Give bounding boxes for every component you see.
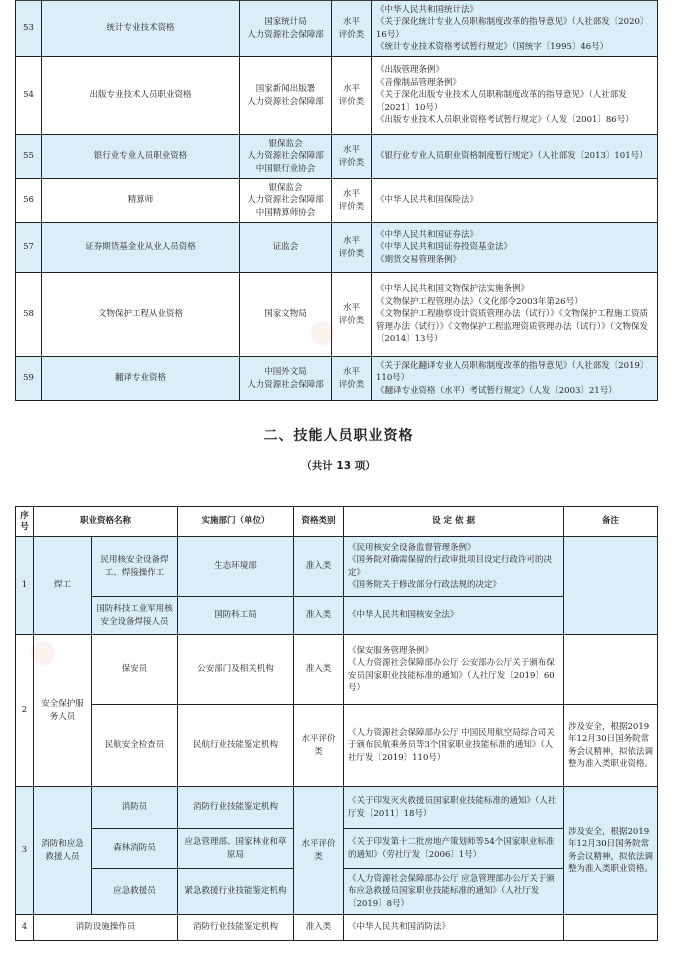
basis-line: 《翻译专业资格（水平）考试暂行规定》（人发〔2003〕21号） [376,385,617,396]
table-row [16,1,658,57]
category-cell [332,357,372,401]
category-line: 水平 [342,84,360,94]
category: 准入类 [294,597,344,635]
qualification-name: 精算师 [42,179,240,223]
basis-cell [372,273,658,357]
department-line: 人力资源社会保障部 [247,151,324,162]
basis-cell [344,829,564,869]
category-line: 评价类 [338,201,365,212]
row-number: 54 [16,57,42,135]
row-number: 55 [16,135,42,179]
department-line: 国家文物局 [264,309,307,320]
note-text: 涉及安全，根据2019年12月30日国务院常务会议精神，拟依法调整为准入类职业资格。 [564,705,658,787]
qualification-name: 出版专业技术人员职业资格 [42,57,240,135]
row-number: 56 [16,179,42,223]
basis-cell [344,635,564,705]
department-line: 国家统计局 [264,17,307,27]
qualification-name: 森林消防员 [92,829,178,869]
category-line: 评价类 [338,315,365,326]
basis-line: 《人力资源社会保障部办公厅 中国民用航空局综合司关于颁布民航乘务员等3个国家职业技能标准的通知》（人社厅发〔2019〕110号） [348,727,555,763]
department-cell [240,273,332,357]
category: 准入类 [294,915,344,941]
basis-line: 《中华人民共和国保险法》 [376,195,479,206]
table-row [16,223,658,273]
department-cell [240,57,332,135]
department-cell [240,357,332,401]
basis-line: 《音像制品管理条例》 [376,77,462,88]
category-line: 评价类 [338,248,365,259]
row-number: 4 [16,915,34,941]
qualification-name: 国防科技工业军用核安全设备焊接人员 [92,597,178,635]
category: 准入类 [294,537,344,597]
qualification-name: 保安员 [92,635,178,705]
qualification-name: 翻译专业资格 [42,357,240,401]
basis-cell [344,597,564,635]
header-category: 资格类别 [294,507,344,537]
basis-cell [344,915,564,941]
category-line: 水平 [342,17,360,27]
section-count: （共计 13 项） [301,460,376,472]
header-note: 备注 [564,507,658,537]
row-number: 57 [16,223,42,273]
department-cell [240,179,332,223]
department: 紧急救援行业技能鉴定机构 [178,869,294,915]
category-line: 水平 [342,236,360,246]
table-row [16,57,658,135]
row-number: 53 [16,1,42,57]
category-cell [332,223,372,273]
basis-cell [344,787,564,829]
table-row [16,537,658,597]
category-line: 水平 [342,367,360,377]
category-cell [332,57,372,135]
basis-line: 《统计专业技术资格考试暂行规定》（国统字〔1995〕46号） [376,42,609,52]
department-cell [240,223,332,273]
table-row [16,357,658,401]
qualification-name: 应急救援员 [92,869,178,915]
basis-line: 《中华人民共和国文物保护法实施条例》 [376,284,530,295]
table-row [16,635,658,705]
category-cell [332,1,372,57]
department-line: 中国外文局 [264,367,307,377]
department: 消防行业技能鉴定机构 [178,787,294,829]
department-line: 证监会 [272,242,299,253]
basis-line: 《民用核安全设备监督管理条例》 [348,542,476,553]
basis-line: 《人力资源社会保障部办公厅 公安部办公厅关于颁布保安员国家职业技能标准的通知》（人社厅发〔2019〕60号） [348,658,555,693]
category: 水平评价类 [294,787,344,915]
basis-cell [372,179,658,223]
note-cell [564,915,658,941]
basis-line: 《中华人民共和国消防法》 [348,922,451,933]
basis-line: 《国务院对确需保留的行政审批项目设定行政许可的决定》 [348,555,553,578]
group-name: 安全保护服务人员 [34,635,92,787]
basis-cell [344,537,564,597]
basis-line: 《出版管理条例》 [376,65,445,76]
category: 准入类 [294,635,344,705]
department-line: 人力资源社会保障部 [247,96,324,107]
skill-qualification-table [15,506,658,941]
table-row [16,787,658,829]
basis-line: 《中华人民共和国证券法》 [376,229,479,240]
category-line: 评价类 [338,379,365,390]
basis-cell [372,357,658,401]
qualification-name: 统计专业技术资格 [42,1,240,57]
section-title: 二、技能人员职业资格 [263,428,414,444]
table-row [16,705,658,787]
header-no: 序号 [16,507,34,537]
table-row [16,597,658,635]
header-basis: 设 定 依 据 [344,507,564,537]
basis-cell [372,223,658,273]
basis-cell [372,1,658,57]
basis-line: 《中华人民共和国证券投资基金法》 [376,242,513,253]
department: 民航行业技能鉴定机构 [178,705,294,787]
table-row [16,179,658,223]
row-number: 1 [16,537,34,635]
note-cell [564,635,658,705]
qualification-name: 民航安全检查员 [92,705,178,787]
header-dept: 实施部门（单位） [178,507,294,537]
category-line: 水平 [342,145,360,155]
department-line: 国家新闻出版署 [255,84,316,94]
qualification-name: 证券期货基金业从业人员资格 [42,223,240,273]
category-line: 评价类 [338,96,365,107]
note-text: 涉及安全，根据2019年12月30日国务院常务会议精神，拟依法调整为准入类职业资格。 [564,787,658,915]
category-line: 评价类 [338,29,365,40]
category-line: 评价类 [338,157,365,168]
department: 公安部门及相关机构 [178,635,294,705]
department-line: 人力资源社会保障部 [247,379,324,390]
group-name: 焊工 [34,537,92,635]
category-cell [332,135,372,179]
qualification-name: 文物保护工程从业资格 [42,273,240,357]
basis-cell [344,869,564,915]
row-number: 3 [16,787,34,915]
qualification-name: 民用核安全设备焊工、焊接操作工 [92,537,178,597]
department-cell [240,135,332,179]
basis-cell [344,705,564,787]
category: 水平评价类 [294,705,344,787]
basis-line: 《文物保护工程勘察设计资质管理办法（试行）》《文物保护工程施工资质管理办法（试行）》《文物保护工程监理资质管理办法（试行）》（文物保发〔2014〕13号） [376,309,649,345]
department: 消防行业技能鉴定机构 [178,915,294,941]
row-number: 58 [16,273,42,357]
note-cell [564,537,658,635]
qualification-name: 银行业专业人员职业资格 [42,135,240,179]
group-name: 消防和应急救援人员 [34,787,92,915]
basis-line: 《人力资源社会保障部办公厅 应急管理部办公厅关于颁布应急救援员国家职业技能标准的通知》（人社厅发〔2019〕8号） [348,873,555,909]
table-row [16,135,658,179]
basis-line: 《关于印发第十二批房地产策划师等54个国家职业标准的通知》（劳社厅发〔2006〕1号） [348,837,555,860]
department-line: 银保监会 [268,138,303,149]
table-row [16,273,658,357]
row-number: 59 [16,357,42,401]
row-number: 2 [16,635,34,787]
basis-line: 《文物保护工程管理办法》（文化部令2003年第26号） [376,296,583,307]
basis-line: 《出版专业技术人员职业资格考试暂行规定》（人发〔2001〕86号） [376,115,634,126]
department-line: 中国精算师协会 [255,207,316,218]
basis-line: 《中华人民共和国统计法》 [376,4,479,15]
category-cell [332,179,372,223]
department-line: 中国银行业协会 [255,163,316,174]
category-line: 水平 [342,189,360,199]
category-cell [332,273,372,357]
table-row [16,915,658,941]
department-line: 人力资源社会保障部 [247,195,324,206]
basis-line: 《关于深化翻译专业人员职称制度改革的指导意见》（人社部发〔2019〕110号） [376,360,649,384]
department-cell [240,1,332,57]
basis-cell [372,135,658,179]
category-line: 水平 [342,303,360,313]
department-line: 人力资源社会保障部 [247,29,324,40]
department: 国防科工局 [178,597,294,635]
department-line: 银保监会 [268,182,303,193]
basis-line: 《银行业专业人员职业资格制度暂行规定》（人社部发〔2013〕101号） [376,151,648,162]
header-name: 职业资格名称 [34,507,178,537]
department: 应急管理部、国家林业和草原局 [178,829,294,869]
basis-line: 《关于深化统计专业人员职称制度改革的指导意见》（人社部发〔2020〕16号） [376,17,649,40]
basis-cell [372,57,658,135]
basis-line: 《关于印发灭火救援员国家职业技能标准的通知》（人社厅发〔2011〕18号） [348,796,557,819]
professional-qualification-table [15,0,658,401]
basis-line: 《保安服务管理条例》 [348,645,434,656]
basis-line: 《关于深化出版专业技术人员职称制度改革的指导意见》（人社部发〔2021〕10号） [376,90,627,113]
basis-line: 《期货交易管理条例》 [376,254,462,265]
qualification-name: 消防设施操作员 [34,915,178,941]
qualification-name: 消防员 [92,787,178,829]
basis-line: 《中华人民共和国核安全法》 [348,610,459,621]
department: 生态环境部 [178,537,294,597]
basis-line: 《国务院关于修改部分行政法规的决定》 [348,580,502,590]
